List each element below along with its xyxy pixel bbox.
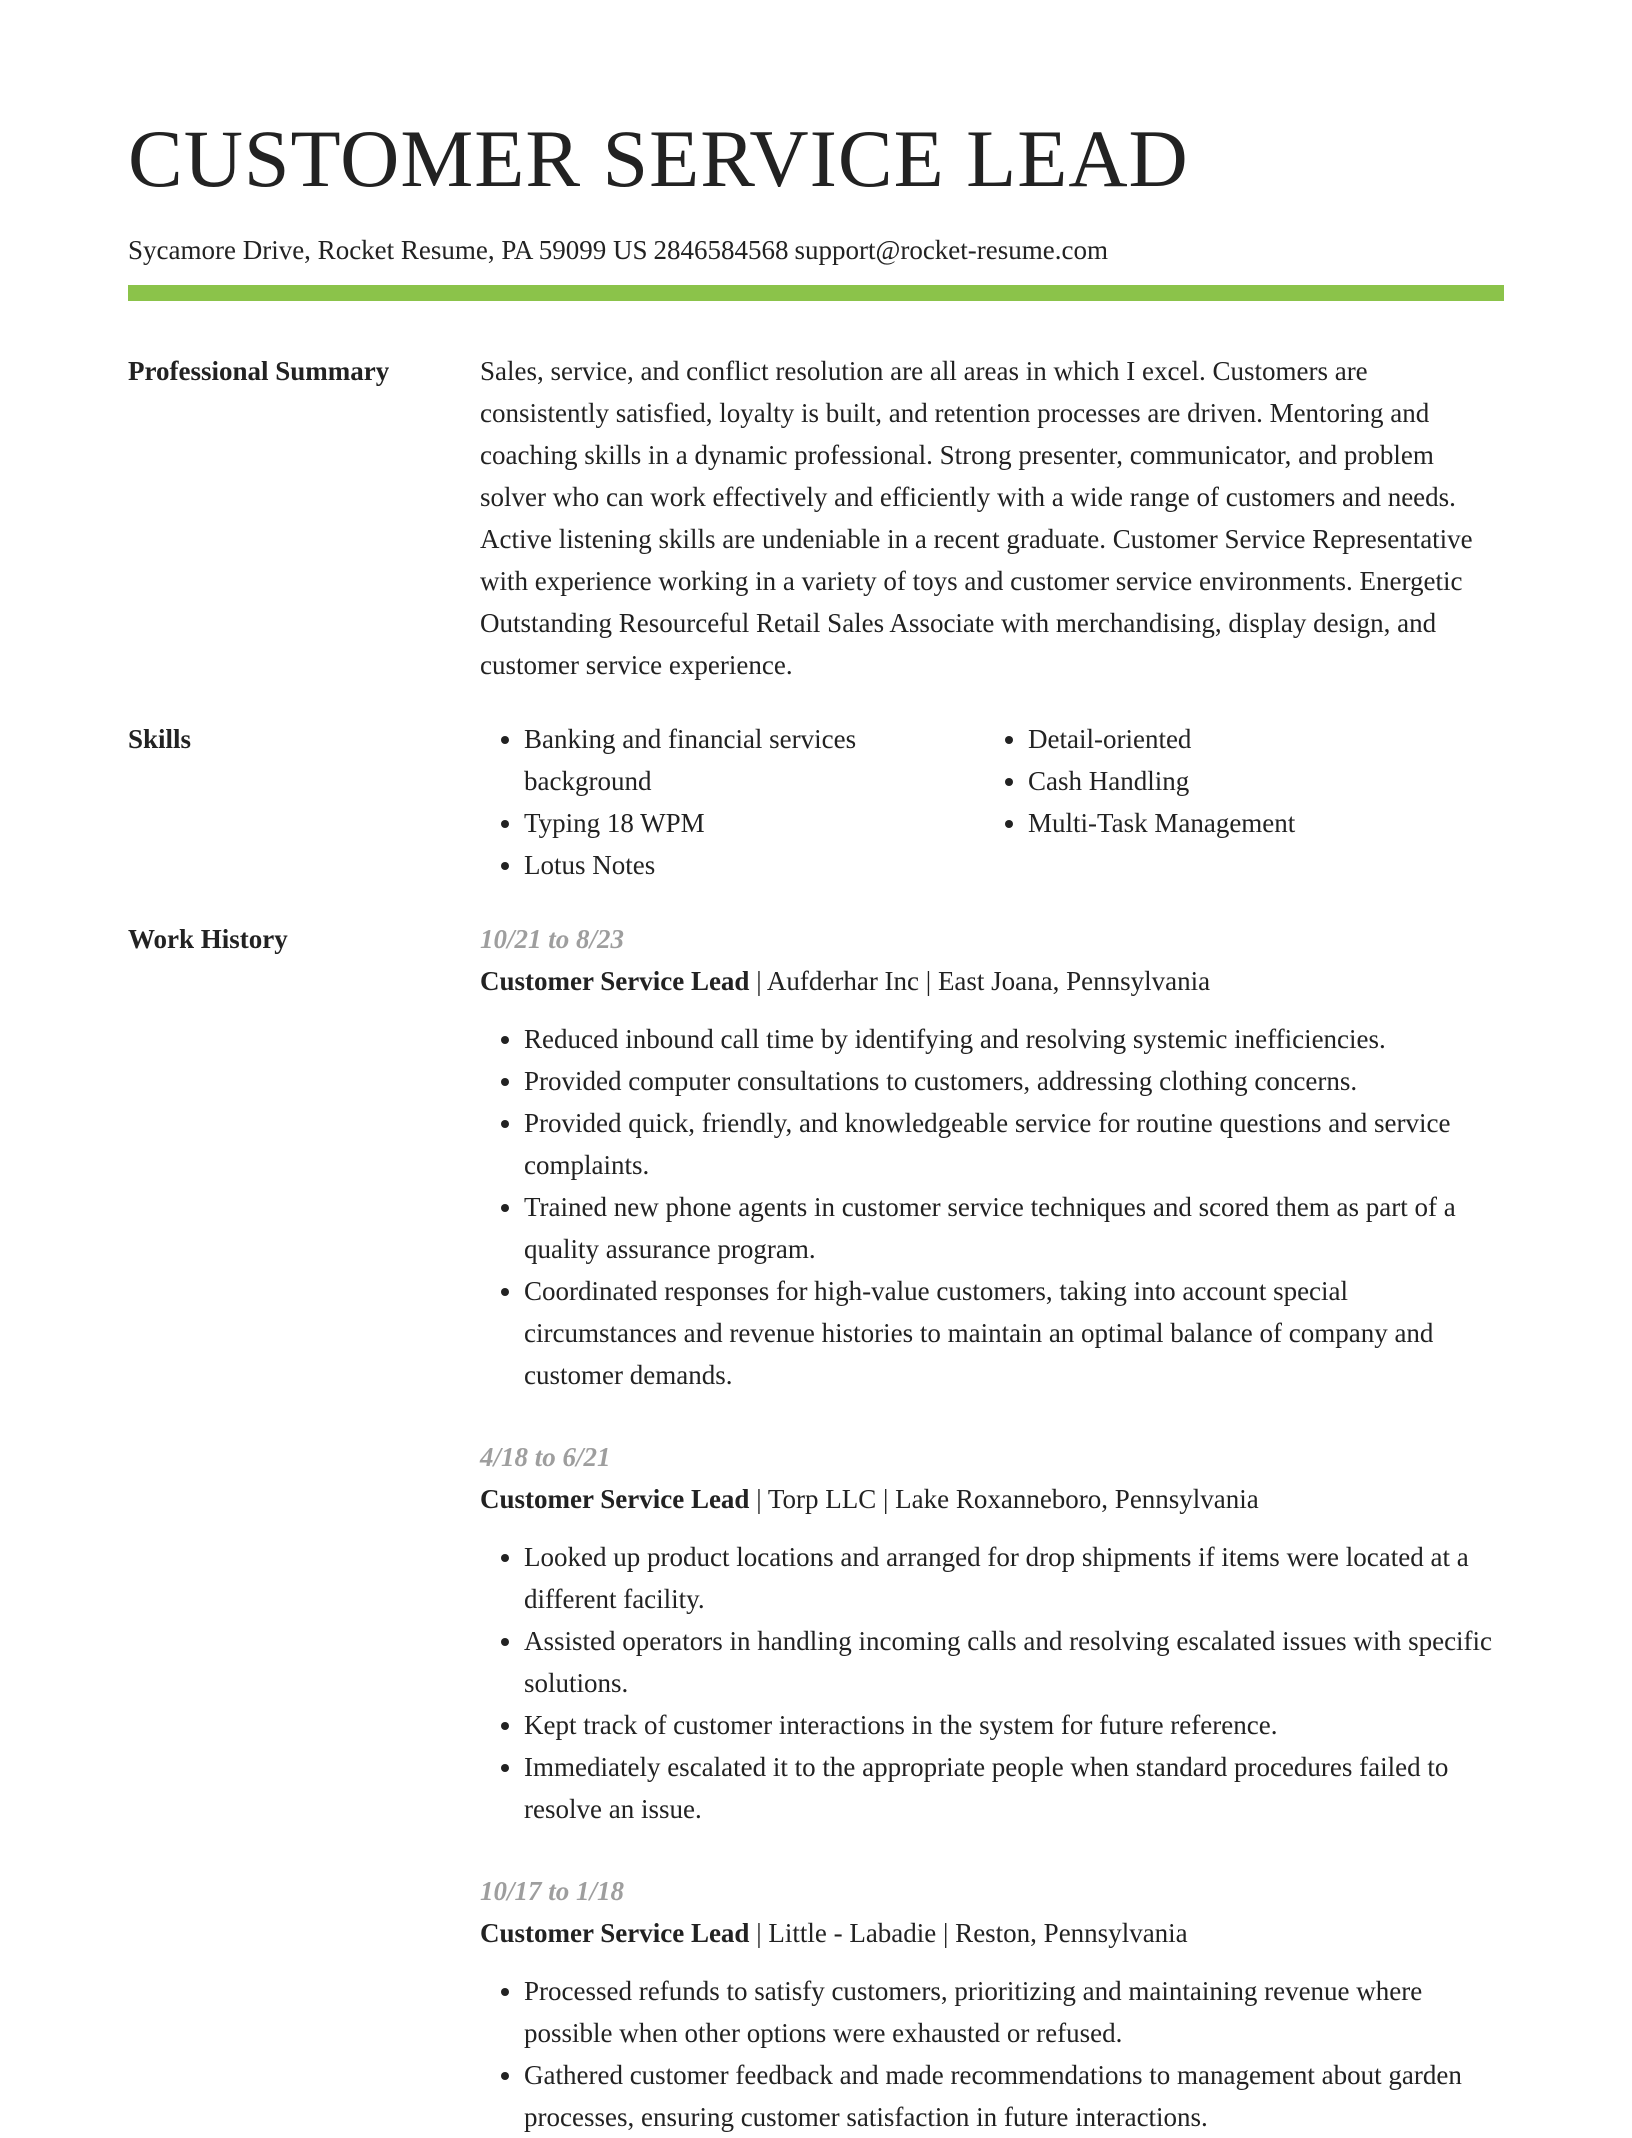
job-bullet: • Coordinated responses for high-value customers, taking into account special circumstances and revenue histories to maintain an optimal balance of company and customer demands. xyxy=(524,1270,1504,1396)
job-bullet: • Assisted operators in handling incoming calls and resolving escalated issues with specific solutions. xyxy=(524,1620,1504,1704)
summary-body xyxy=(480,350,1504,686)
job-heading xyxy=(480,1478,1504,1520)
job-bullet: • Gathered customer feedback and made recommendations to management about garden processes, ensuring customer satisfaction in future interactions. xyxy=(524,2054,1504,2138)
job-employer-location: | Torp LLC | Lake Roxanneboro, Pennsylvania xyxy=(749,1484,1259,1514)
job-entry xyxy=(480,1870,1504,2138)
job-bullet: • Provided quick, friendly, and knowledgeable service for routine questions and service complaints. xyxy=(524,1102,1504,1186)
contact-address: Sycamore Drive, Rocket Resume, PA 59099 US xyxy=(128,235,648,265)
job-bullet: • Reduced inbound call time by identifying and resolving systemic inefficiencies. xyxy=(524,1018,1504,1060)
job-heading xyxy=(480,1912,1504,1954)
job-dates: 10/17 to 1/18 xyxy=(480,1876,625,1906)
summary-heading: Professional Summary xyxy=(128,356,390,386)
contact-phone: 2846584568 xyxy=(653,235,789,265)
skill-item: • Cash Handling xyxy=(1028,760,1488,802)
job-bullets xyxy=(480,1018,1504,1396)
job-entry xyxy=(480,1436,1504,1830)
skill-item: • Detail-oriented xyxy=(1028,718,1488,760)
skills-list-left xyxy=(480,718,984,886)
job-title: Customer Service Lead xyxy=(480,966,750,996)
job-employer-location: | Little - Labadie | Reston, Pennsylvania xyxy=(749,1918,1188,1948)
job-title: Customer Service Lead xyxy=(480,1918,750,1948)
job-heading xyxy=(480,960,1504,1002)
work-history-heading: Work History xyxy=(128,924,288,954)
job-bullets xyxy=(480,1970,1504,2138)
job-title: Customer Service Lead xyxy=(480,1484,750,1514)
contact-email: support@rocket-resume.com xyxy=(794,235,1108,265)
work-history-body xyxy=(480,918,1504,2138)
job-dates: 4/18 to 6/21 xyxy=(480,1442,611,1472)
job-entry xyxy=(480,918,1504,1396)
job-bullets xyxy=(480,1536,1504,1830)
job-bullet: • Trained new phone agents in customer service techniques and scored them as part of a quality assurance program. xyxy=(524,1186,1504,1270)
page-title: CUSTOMER SERVICE LEAD xyxy=(128,113,1189,204)
job-employer-location: | Aufderhar Inc | East Joana, Pennsylvania xyxy=(749,966,1211,996)
job-bullet: • Immediately escalated it to the appropriate people when standard procedures failed to resolve an issue. xyxy=(524,1746,1504,1830)
job-bullet: • Looked up product locations and arranged for drop shipments if items were located at a different facility. xyxy=(524,1536,1504,1620)
skill-item: • Multi-Task Management xyxy=(1028,802,1488,844)
skill-item: • Lotus Notes xyxy=(524,844,984,886)
job-dates: 10/21 to 8/23 xyxy=(480,924,625,954)
summary-text: Sales, service, and conflict resolution are all areas in which I excel. Customers are consistently satisfied, loyalty is built, and retention processes are driven. Mentoring and coaching skills in a dynamic professional. Strong presenter, communicator, and problem solver who can work effectively and efficiently with a wide range of customers and needs. Active listening skills are undeniable in a recent graduate. Customer Service Representative with experience working in a variety of toys and customer service environments. Energetic Outstanding Resourceful Retail Sales Associate with merchandising, display design, and customer service experience. xyxy=(480,356,1473,680)
accent-divider xyxy=(128,285,1504,301)
skills-heading: Skills xyxy=(128,724,192,754)
skill-item: • Typing 18 WPM xyxy=(524,802,984,844)
job-bullet: • Processed refunds to satisfy customers, prioritizing and maintaining revenue where possible when other options were exhausted or refused. xyxy=(524,1970,1504,2054)
job-bullet: • Kept track of customer interactions in the system for future reference. xyxy=(524,1704,1504,1746)
job-bullet: • Provided computer consultations to customers, addressing clothing concerns. xyxy=(524,1060,1504,1102)
contact-line xyxy=(128,234,1108,266)
skills-list-right xyxy=(984,718,1488,886)
skill-item: • Banking and financial services background xyxy=(524,718,984,802)
skills-body xyxy=(480,718,1504,886)
